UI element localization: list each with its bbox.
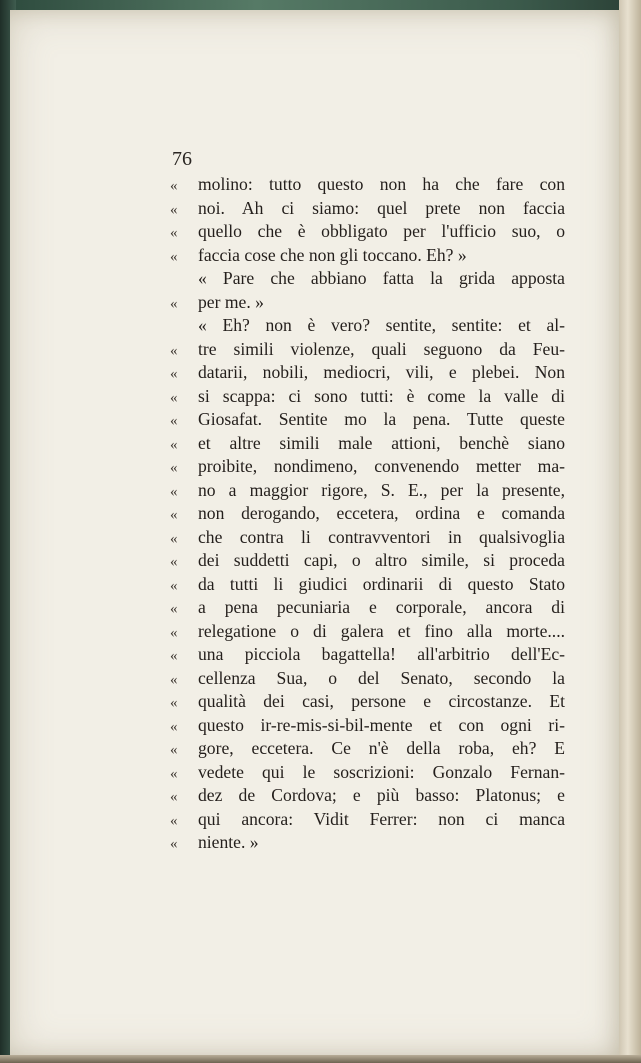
line-text: gore, eccetera. Ce n'è della roba, eh? E [198, 738, 565, 758]
text-line [170, 761, 565, 785]
text-line [170, 831, 565, 855]
quote-mark: « [170, 295, 178, 312]
line-text: molino: tutto questo non ha che fare con [198, 174, 565, 194]
text-line [170, 643, 565, 667]
text-line [170, 690, 565, 714]
text-line [170, 385, 565, 409]
quote-mark: « [170, 507, 178, 523]
quote-mark: « [170, 812, 178, 829]
line-text: niente. » [198, 832, 259, 852]
text-line [170, 338, 565, 362]
quote-mark: « [170, 577, 178, 594]
line-text: qui ancora: Vidit Ferrer: non ci manca [198, 808, 565, 829]
line-text: proibite, nondimeno, convenendo metter ma- [198, 456, 565, 476]
line-text: qualità dei casi, persone e circostanze. Et [198, 691, 565, 711]
text-line [170, 526, 565, 550]
text-line [170, 620, 565, 644]
quote-mark: « [170, 624, 178, 641]
quote-mark: « [170, 225, 178, 241]
text-line [170, 667, 565, 691]
quote-mark: « [170, 366, 178, 382]
line-text: datarii, nobili, mediocri, vili, e plebei. Non [198, 362, 565, 382]
quote-mark: « [170, 178, 178, 194]
line-text: quello che è obbligato per l'ufficio suo, o [198, 221, 565, 241]
quote-mark: « [170, 695, 178, 711]
page-fore-edge [619, 0, 641, 1063]
text-line [170, 408, 565, 432]
text-line [170, 502, 565, 526]
text-line [170, 267, 565, 291]
text-line [170, 220, 565, 244]
text-line [170, 432, 565, 456]
quote-mark: « [170, 765, 178, 782]
text-line [170, 596, 565, 620]
line-text: noi. Ah ci siamo: quel prete non faccia [198, 197, 565, 218]
text-line [170, 244, 565, 268]
line-text: dei suddetti capi, o altro simile, si proceda [198, 550, 565, 570]
quote-mark: « [170, 413, 178, 429]
quote-mark: « [170, 789, 178, 805]
quote-mark: « [170, 836, 178, 852]
line-text: no a maggior rigore, S. E., per la presente, [198, 479, 565, 500]
text-line [170, 573, 565, 597]
text-line [170, 197, 565, 221]
text-block [170, 173, 565, 855]
quote-mark: « [170, 248, 178, 265]
quote-mark: « [170, 554, 178, 570]
line-text: che contra li contravventori in qualsivoglia [198, 526, 565, 547]
page-bottom-edge [0, 1055, 641, 1063]
quote-mark: « [170, 718, 178, 735]
line-text: relegatione o di galera et fino alla morte.... [198, 620, 565, 641]
page-number: 76 [172, 148, 192, 170]
quote-mark: « [170, 671, 178, 688]
line-text: a pena pecuniaria e corporale, ancora di [198, 597, 565, 617]
quote-mark: « [170, 342, 178, 359]
text-line [170, 314, 565, 338]
text-line [170, 549, 565, 573]
line-text: Giosafat. Sentite mo la pena. Tutte queste [198, 409, 565, 429]
quote-mark: « [170, 530, 178, 547]
quote-mark: « [170, 389, 178, 406]
line-text: da tutti li giudici ordinarii di questo Stato [198, 573, 565, 594]
text-line [170, 737, 565, 761]
line-text: vedete qui le soscrizioni: Gonzalo Fernan- [198, 761, 565, 782]
quote-mark: « [170, 483, 178, 500]
quote-mark: « [170, 201, 178, 218]
line-text: cellenza Sua, o del Senato, secondo la [198, 667, 565, 688]
line-text: non derogando, eccetera, ordina e comanda [198, 503, 565, 523]
text-line [170, 714, 565, 738]
quote-mark: « [170, 460, 178, 476]
line-text: una picciola bagattella! all'arbitrio dell'Ec- [198, 644, 565, 664]
line-text: et altre simili male attioni, benchè siano [198, 432, 565, 453]
quote-mark: « [170, 648, 178, 664]
text-line [170, 784, 565, 808]
line-text: dez de Cordova; e più basso: Platonus; e [198, 785, 565, 805]
quote-mark: « [170, 742, 178, 758]
text-line [170, 173, 565, 197]
quote-mark: « [170, 436, 178, 453]
text-line [170, 479, 565, 503]
line-text: « Pare che abbiano fatta la grida apposta [198, 268, 565, 288]
text-line [170, 291, 565, 315]
text-line [170, 808, 565, 832]
text-line [170, 361, 565, 385]
quote-mark: « [170, 601, 178, 617]
line-text: faccia cose che non gli toccano. Eh? » [198, 244, 467, 265]
line-text: per me. » [198, 291, 264, 312]
line-text: si scappa: ci sono tutti: è come la valle di [198, 385, 565, 406]
text-line [170, 455, 565, 479]
line-text: « Eh? non è vero? sentite, sentite: et al- [198, 315, 565, 335]
line-text: questo ir-re-mis-si-bil-mente et con ogni ri- [198, 714, 565, 735]
line-text: tre simili violenze, quali seguono da Feu- [198, 338, 565, 359]
